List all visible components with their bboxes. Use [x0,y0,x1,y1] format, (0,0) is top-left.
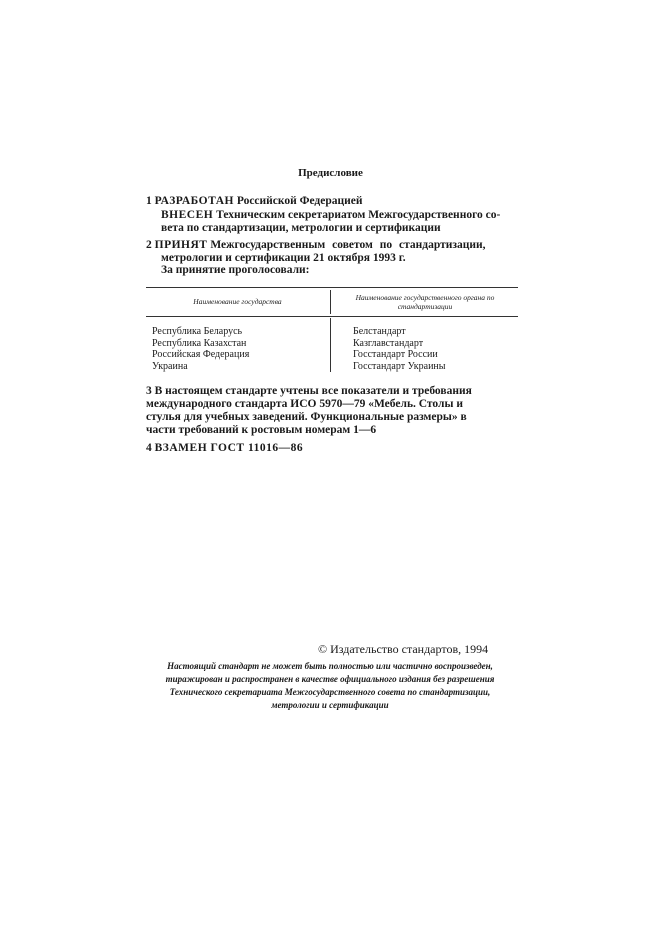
item-3-line2: международного стандарта ИСО 5970—79 «Мебель. Столы и [146,398,463,410]
table-header-body: Наименование государственного органа по стандартизации [355,293,495,311]
table-row [353,326,446,372]
table-cell-state: Российская Федерация [152,349,250,360]
table-divider-body [330,318,331,372]
copyright: © Издательство стандартов, 1994 [318,642,489,656]
item-2-line3: За принятие проголосовали: [161,264,310,276]
table-cell-state: Республика Казахстан [152,337,247,349]
item-4 [146,441,518,455]
item-3-number: 3 [146,385,152,397]
item-1-line3: вета по стандартизации, метрологии и сертификации [161,222,441,234]
table-row [152,326,249,372]
table-cell-body: Казглавстандарт [353,337,424,349]
table-cell-body: Белстандарт [353,326,406,337]
footer-line: Технического секретариата Межгосударственного совета по стандартизации, [169,687,491,697]
footer-line: Настоящий стандарт не может быть полностью или частично воспроизведен, [167,661,493,671]
item-3-line3: стулья для учебных заведений. Функциональные размеры» в [146,411,467,423]
item-2-line2: метрологии и сертификации 21 октября 1993 г. [161,252,406,264]
item-3-line1: В настоящем стандарте учтены все показатели и требования [154,385,472,397]
footer-notice [130,660,530,712]
table-header-state: Наименование государства [193,297,282,306]
item-1 [146,194,516,208]
table-cell-body: Госстандарт Украины [353,360,446,372]
item-2 [146,238,518,252]
item-3 [146,384,518,398]
item-2-keyword: ПРИНЯТ [154,239,208,251]
table-top-rule [146,287,518,288]
item-1-text: Российской Федерацией [236,195,363,207]
table-header-rule [146,316,518,317]
table-divider [330,290,331,314]
item-4-text: ВЗАМЕН ГОСТ 11016—86 [154,442,304,454]
footer-line: метрологии и сертификации [271,700,389,710]
item-3-line4: части требований к ростовым номерам 1—6 [146,424,377,436]
item-1-line2 [161,208,516,222]
page-title: Предисловие [298,167,363,179]
item-2-line1: Межгосударственным советом по стандартизации, [210,239,486,251]
item-4-number: 4 [146,442,152,454]
item-2-number: 2 [146,239,152,251]
item-1-keyword: РАЗРАБОТАН [154,195,234,207]
item-1-number: 1 [146,195,152,207]
table-cell-state: Республика Беларусь [152,326,243,337]
item-1-keyword2: ВНЕСЕН [161,209,214,221]
table-cell-state: Украина [152,360,188,372]
table-cell-body: Госстандарт России [353,349,438,360]
item-1-line2-text: Техническим секретариатом Межгосударственного со- [216,209,501,221]
footer-line: тиражирован и распространен в качестве официального издания без разрешения [165,674,495,684]
